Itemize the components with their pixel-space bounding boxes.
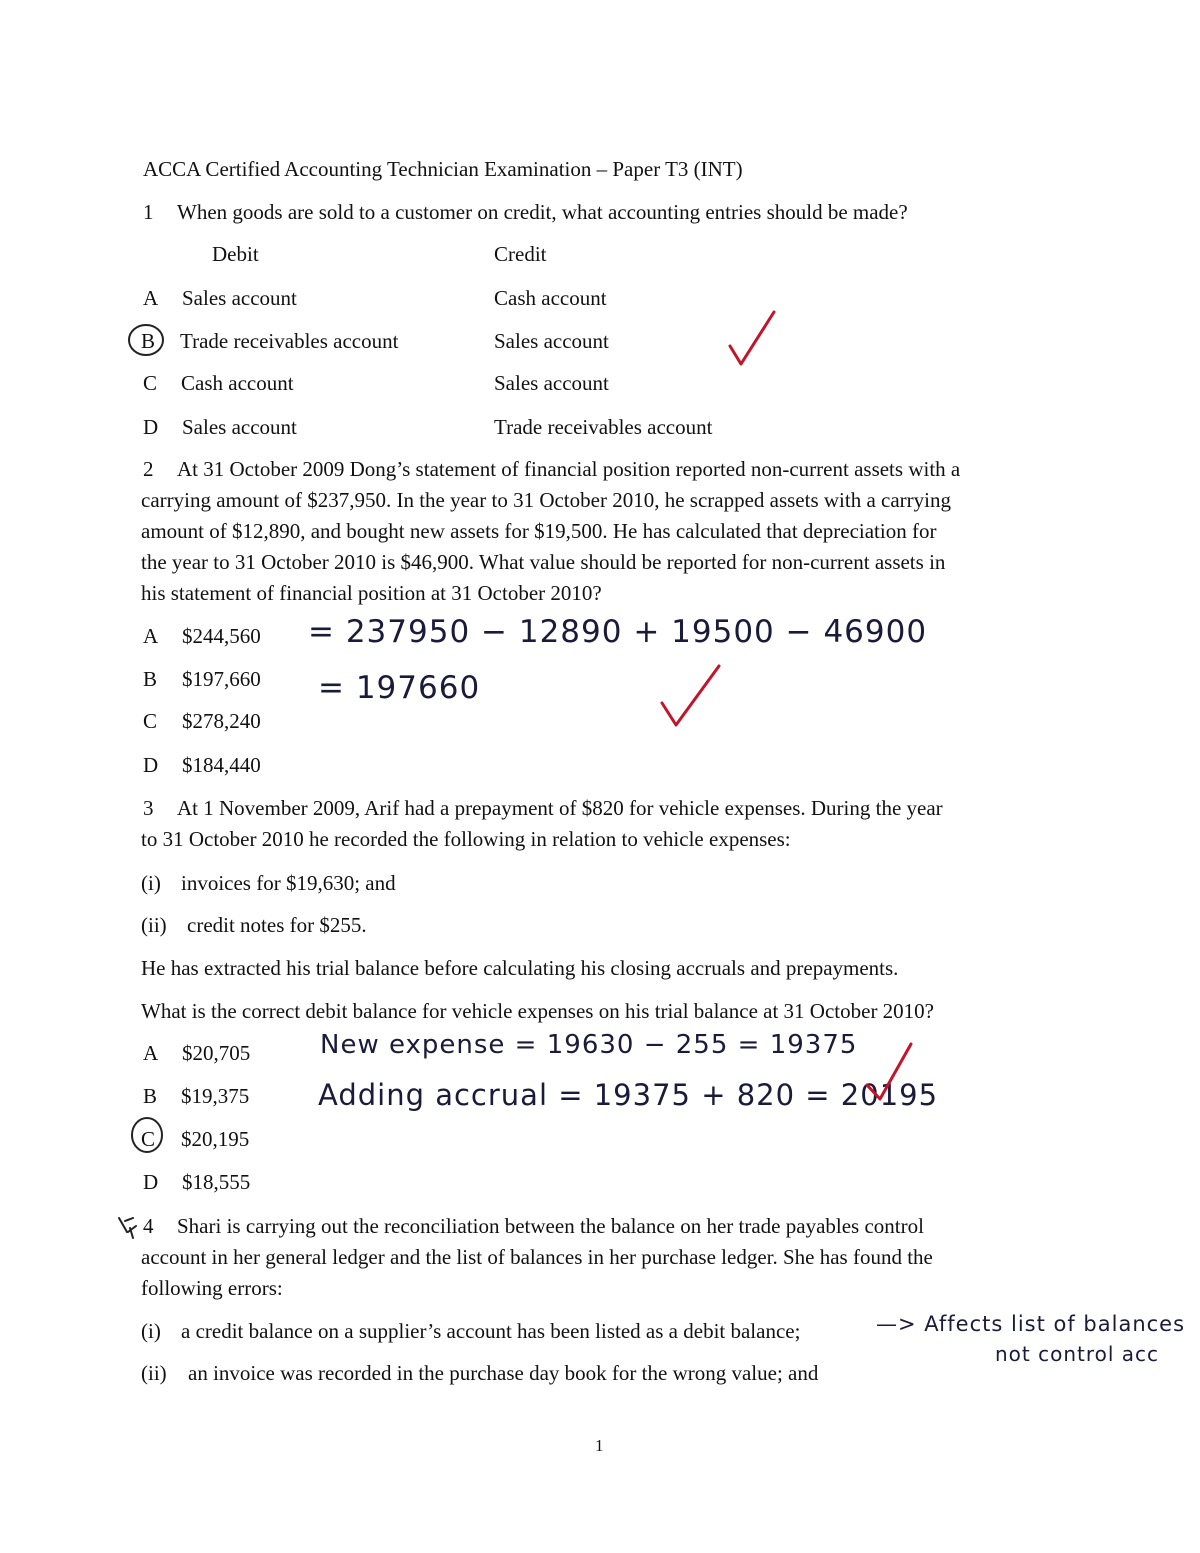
q1-number: 1: [143, 200, 154, 224]
q4-line-2: account in her general ledger and the list of balances in her purchase ledger. She has found the: [141, 1245, 933, 1269]
q3-option-d-value: $18,555: [182, 1170, 251, 1194]
q3-option-b-letter: B: [143, 1084, 158, 1108]
q2-option-c-value: $278,240: [182, 709, 261, 733]
q1-option-d-letter: D: [143, 415, 159, 439]
q2-option-a-value: $244,560: [182, 624, 261, 648]
q1-option-a-letter: A: [143, 286, 159, 310]
q4-line-1: Shari is carrying out the reconciliation between the balance on her trade payables control: [177, 1214, 924, 1238]
q4-item-i-marker: (i): [141, 1319, 161, 1343]
q1-answer-circle: [129, 325, 163, 355]
q2-option-a-letter: A: [143, 624, 159, 648]
q4-item-ii-marker: (ii): [141, 1361, 167, 1385]
q3-item-ii-text: credit notes for $255.: [187, 913, 367, 937]
q3-option-a-value: $20,705: [182, 1041, 251, 1065]
q3-item-i-marker: (i): [141, 871, 161, 895]
q1-option-c-credit: Sales account: [494, 371, 609, 395]
q1-debit-header: Debit: [212, 242, 259, 266]
q2-line-4: the year to 31 October 2010 is $46,900. What value should be reported for non-current assets in: [141, 550, 946, 574]
q2-check-mark-icon: [662, 666, 719, 725]
q4-star-mark-icon: [119, 1218, 136, 1238]
q2-line-3: amount of $12,890, and bought new assets for $19,500. He has calculated that depreciation for: [141, 519, 937, 543]
q1-option-c-letter: C: [143, 371, 158, 395]
q2-line-5: his statement of financial position at 31 October 2010?: [141, 581, 602, 605]
q3-option-c-letter: C: [141, 1127, 156, 1151]
q2-handwritten-working: = 237950 − 12890 + 19500 − 46900: [308, 614, 928, 650]
q2-handwritten-answer: = 197660: [318, 670, 481, 706]
q2-line-2: carrying amount of $237,950. In the year to 31 October 2010, he scrapped assets with a carrying: [141, 488, 952, 512]
q1-option-d-debit: Sales account: [182, 415, 297, 439]
q4-number: 4: [143, 1214, 154, 1238]
q1-option-c-debit: Cash account: [181, 371, 294, 395]
q2-number: 2: [143, 457, 154, 481]
q4-handwritten-note-1: —> Affects list of balances: [876, 1312, 1186, 1336]
q3-text-3: What is the correct debit balance for vehicle expenses on his trial balance at 31 October 2010?: [141, 999, 935, 1023]
q3-option-d-letter: D: [143, 1170, 159, 1194]
q2-line-1: At 31 October 2009 Dong’s statement of financial position reported non-current assets with a: [177, 457, 961, 481]
q1-option-b-debit: Trade receivables account: [180, 329, 399, 353]
q3-item-i-text: invoices for $19,630; and: [181, 871, 396, 895]
q2-option-d-letter: D: [143, 753, 159, 777]
q3-option-b-value: $19,375: [181, 1084, 250, 1108]
q3-option-a-letter: A: [143, 1041, 159, 1065]
q1-option-a-credit: Cash account: [494, 286, 607, 310]
q1-option-d-credit: Trade receivables account: [494, 415, 713, 439]
q1-text: When goods are sold to a customer on credit, what accounting entries should be made?: [177, 200, 908, 224]
q3-text-2: He has extracted his trial balance before calculating his closing accruals and prepayments.: [141, 956, 899, 980]
page-number: 1: [595, 1436, 604, 1455]
q3-handwritten-working-1: New expense = 19630 − 255 = 19375: [320, 1030, 858, 1060]
q2-option-d-value: $184,440: [182, 753, 261, 777]
q3-line-2: to 31 October 2010 he recorded the following in relation to vehicle expenses:: [141, 827, 791, 851]
q1-check-mark-icon: [730, 312, 774, 364]
q1-option-b-credit: Sales account: [494, 329, 609, 353]
q3-option-c-value: $20,195: [181, 1127, 250, 1151]
q1-option-a-debit: Sales account: [182, 286, 297, 310]
q4-item-ii-text: an invoice was recorded in the purchase day book for the wrong value; and: [188, 1361, 819, 1385]
q2-option-b-value: $197,660: [182, 667, 261, 691]
q2-option-b-letter: B: [143, 667, 158, 691]
q1-option-b-letter: B: [141, 329, 156, 353]
q3-check-mark-icon: [867, 1044, 911, 1099]
q2-option-c-letter: C: [143, 709, 158, 733]
q4-line-3: following errors:: [141, 1276, 283, 1300]
q1-credit-header: Credit: [494, 242, 547, 266]
q4-handwritten-note-2: not control acc: [995, 1342, 1160, 1366]
q3-item-ii-marker: (ii): [141, 913, 167, 937]
q4-item-i-text: a credit balance on a supplier’s account has been listed as a debit balance;: [181, 1319, 801, 1343]
q3-number: 3: [143, 796, 154, 820]
page-title: ACCA Certified Accounting Technician Examination – Paper T3 (INT): [143, 157, 743, 181]
q3-answer-circle: [132, 1118, 162, 1152]
q3-handwritten-working-2: Adding accrual = 19375 + 820 = 20195: [318, 1078, 939, 1112]
q3-line-1: At 1 November 2009, Arif had a prepayment of $820 for vehicle expenses. During the year: [177, 796, 943, 820]
